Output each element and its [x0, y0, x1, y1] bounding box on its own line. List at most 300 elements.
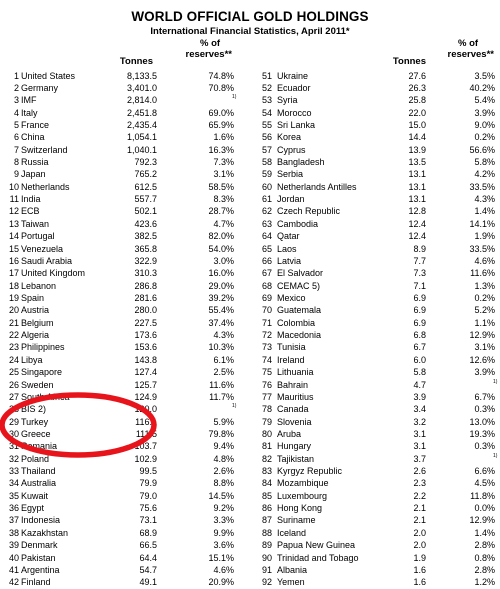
- rank-cell: 79: [261, 416, 272, 427]
- highlight-ellipse-shape: [2, 395, 154, 455]
- left-col-tonnes-header: Tonnes: [119, 56, 153, 67]
- rank-cell: 4: [13, 107, 19, 118]
- pct-reserves-cell: 16.3%: [208, 144, 234, 155]
- pct-reserves-cell: 1.4%: [474, 527, 495, 538]
- tonnes-cell: 73.1: [139, 515, 157, 526]
- pct-reserves-cell: 13.0%: [469, 416, 495, 427]
- pct-reserves-cell: 4.5%: [474, 478, 495, 489]
- pct-reserves-cell: 3.1%: [213, 169, 234, 180]
- tonnes-cell: 6.8: [413, 330, 426, 341]
- country-cell: Aruba: [277, 428, 302, 439]
- rank-cell: 73: [261, 342, 272, 353]
- country-cell: Portugal: [21, 231, 55, 242]
- rank-cell: 76: [261, 379, 272, 390]
- tonnes-cell: 3.7: [413, 453, 426, 464]
- tonnes-cell: 322.9: [134, 255, 157, 266]
- rank-cell: 75: [261, 367, 272, 378]
- tonnes-cell: 22.0: [408, 107, 426, 118]
- country-cell: Ukraine: [277, 70, 309, 81]
- tonnes-cell: 2,435.4: [126, 119, 157, 130]
- pct-reserves-cell: 2.8%: [474, 564, 495, 575]
- rank-cell: 18: [8, 280, 19, 291]
- tonnes-cell: 8,133.5: [126, 70, 157, 81]
- tonnes-cell: 1.6: [413, 577, 426, 588]
- tonnes-cell: 3,401.0: [126, 82, 157, 93]
- tonnes-cell: 286.8: [134, 280, 157, 291]
- rank-cell: 37: [8, 515, 19, 526]
- tonnes-cell: 143.8: [134, 354, 157, 365]
- rank-cell: 67: [261, 268, 272, 279]
- country-cell: Mozambique: [277, 478, 329, 489]
- pct-reserves-cell: 5.9%: [213, 416, 234, 427]
- pct-reserves-cell: 37.4%: [208, 317, 234, 328]
- rank-cell: 85: [261, 490, 272, 501]
- rank-cell: 1: [13, 70, 19, 81]
- country-cell: Qatar: [277, 231, 300, 242]
- tonnes-cell: 79.9: [139, 478, 157, 489]
- pct-reserves-cell: 20.9%: [208, 577, 234, 588]
- rank-cell: 92: [261, 577, 272, 588]
- tonnes-cell: 25.8: [408, 95, 426, 106]
- tonnes-cell: 120.0: [134, 404, 157, 415]
- rank-cell: 17: [8, 268, 19, 279]
- country-cell: Lebanon: [21, 280, 57, 291]
- rank-cell: 8: [13, 157, 19, 168]
- pct-reserves-cell: 55.4%: [208, 305, 234, 316]
- tonnes-cell: 3.4: [413, 404, 426, 415]
- rank-cell: 15: [8, 243, 19, 254]
- rank-cell: 54: [261, 107, 272, 118]
- country-cell: Thailand: [21, 466, 56, 477]
- rank-cell: 86: [261, 503, 272, 514]
- tonnes-cell: 2.6: [413, 466, 426, 477]
- rank-cell: 90: [261, 552, 272, 563]
- pct-reserves-cell: 14.5%: [208, 490, 234, 501]
- tonnes-cell: 14.4: [408, 132, 426, 143]
- tonnes-cell: 6.9: [413, 292, 426, 303]
- country-cell: Ecuador: [277, 82, 311, 93]
- country-cell: Algeria: [21, 330, 50, 341]
- pct-reserves-cell: 28.7%: [208, 206, 234, 217]
- rank-cell: 88: [261, 527, 272, 538]
- country-cell: Czech Republic: [277, 206, 341, 217]
- country-cell: Saudi Arabia: [21, 255, 73, 266]
- pct-reserves-cell: 4.2%: [474, 169, 495, 180]
- country-cell: Denmark: [21, 540, 58, 551]
- pct-reserves-cell: 12.6%: [469, 354, 495, 365]
- rank-cell: 72: [261, 330, 272, 341]
- pct-reserves-cell: 12.9%: [469, 515, 495, 526]
- pct-reserves-cell: 4.7%: [213, 218, 234, 229]
- tonnes-cell: 15.0: [408, 119, 426, 130]
- tonnes-cell: 12.4: [408, 218, 426, 229]
- country-cell: Libya: [21, 354, 43, 365]
- rank-cell: 24: [8, 354, 19, 365]
- country-cell: Guatemala: [277, 305, 322, 316]
- pct-reserves-cell: 8.3%: [213, 194, 234, 205]
- country-cell: Cyprus: [277, 144, 306, 155]
- rank-cell: 2: [13, 82, 19, 93]
- tonnes-cell: 13.1: [408, 169, 426, 180]
- rank-cell: 14: [8, 231, 19, 242]
- pct-reserves-cell: 9.9%: [213, 527, 234, 538]
- tonnes-cell: 66.5: [139, 540, 157, 551]
- tonnes-cell: 502.1: [134, 206, 157, 217]
- tonnes-cell: 1,040.1: [126, 144, 157, 155]
- tonnes-cell: 13.1: [408, 194, 426, 205]
- rank-cell: 29: [8, 416, 19, 427]
- tonnes-cell: 75.6: [139, 503, 157, 514]
- pct-reserves-cell: 11.8%: [470, 490, 495, 501]
- country-cell: Sweden: [21, 379, 54, 390]
- rank-cell: 36: [8, 503, 19, 514]
- tonnes-cell: 6.0: [413, 354, 426, 365]
- country-cell: Spain: [21, 292, 45, 303]
- country-cell: South Africa: [21, 391, 70, 402]
- pct-reserves-cell: 54.0%: [208, 243, 234, 254]
- country-cell: Hungary: [277, 441, 312, 452]
- country-cell: France: [21, 119, 50, 130]
- tonnes-cell: 54.7: [139, 564, 157, 575]
- country-cell: Sri Lanka: [277, 119, 316, 130]
- left-col-pct-header-line2: reserves**: [185, 49, 232, 60]
- tonnes-cell: 1.9: [413, 552, 426, 563]
- pct-reserves-cell: 3.5%: [474, 70, 495, 81]
- country-cell: Indonesia: [21, 515, 61, 526]
- tonnes-cell: 2.3: [413, 478, 426, 489]
- rank-cell: 84: [261, 478, 272, 489]
- pct-reserves-cell: 1.2%: [474, 577, 495, 588]
- footnote-marker: 1): [232, 403, 237, 410]
- rank-cell: 28: [8, 404, 19, 415]
- tonnes-cell: 2.0: [413, 540, 426, 551]
- rank-cell: 32: [8, 453, 19, 464]
- country-cell: El Salvador: [277, 268, 324, 279]
- country-cell: Argentina: [21, 564, 60, 575]
- rank-cell: 83: [261, 466, 272, 477]
- pct-reserves-cell: 29.0%: [208, 280, 234, 291]
- rank-cell: 53: [261, 95, 272, 106]
- rank-cell: 33: [8, 466, 19, 477]
- country-cell: China: [21, 132, 45, 143]
- tonnes-cell: 12.8: [408, 206, 426, 217]
- rank-cell: 68: [261, 280, 272, 291]
- tonnes-cell: 124.9: [134, 391, 157, 402]
- pct-reserves-cell: 10.3%: [208, 342, 234, 353]
- right-col-pct-header-line1: % of: [458, 38, 479, 49]
- country-cell: Suriname: [277, 515, 316, 526]
- country-cell: Greece: [21, 428, 51, 439]
- country-cell: Kyrgyz Republic: [277, 466, 343, 477]
- country-cell: Pakistan: [21, 552, 56, 563]
- pct-reserves-cell: 4.3%: [213, 330, 234, 341]
- rank-cell: 91: [261, 564, 272, 575]
- rank-cell: 12: [8, 206, 19, 217]
- country-cell: Austria: [21, 305, 50, 316]
- pct-reserves-cell: 5.2%: [474, 305, 495, 316]
- tonnes-cell: 13.1: [408, 181, 426, 192]
- pct-reserves-cell: 3.9%: [474, 367, 495, 378]
- pct-reserves-cell: 2.6%: [213, 466, 234, 477]
- pct-reserves-cell: 40.2%: [469, 82, 495, 93]
- tonnes-cell: 64.4: [139, 552, 157, 563]
- tonnes-cell: 2.1: [413, 503, 426, 514]
- pct-reserves-cell: 9.2%: [213, 503, 234, 514]
- pct-reserves-cell: 2.5%: [213, 367, 234, 378]
- rank-cell: 27: [8, 391, 19, 402]
- country-cell: CEMAC 5): [277, 280, 321, 291]
- pct-reserves-cell: 8.8%: [213, 478, 234, 489]
- pct-reserves-cell: 0.3%: [474, 441, 495, 452]
- pct-reserves-cell: 33.5%: [469, 243, 495, 254]
- country-cell: Netherlands Antilles: [277, 181, 357, 192]
- pct-reserves-cell: 39.2%: [208, 292, 234, 303]
- pct-reserves-cell: 4.6%: [213, 564, 234, 575]
- rank-cell: 78: [261, 404, 272, 415]
- country-cell: Cambodia: [277, 218, 319, 229]
- country-cell: Papua New Guinea: [277, 540, 356, 551]
- tonnes-cell: 4.7: [413, 379, 426, 390]
- tonnes-cell: 423.6: [134, 218, 157, 229]
- tonnes-cell: 1.6: [413, 564, 426, 575]
- pct-reserves-cell: 1.3%: [474, 280, 495, 291]
- rank-cell: 89: [261, 540, 272, 551]
- rank-cell: 60: [261, 181, 272, 192]
- pct-reserves-cell: 0.0%: [474, 503, 495, 514]
- pct-reserves-cell: 4.6%: [474, 255, 495, 266]
- country-cell: Kuwait: [21, 490, 49, 501]
- tonnes-cell: 12.4: [408, 231, 426, 242]
- tonnes-cell: 280.0: [134, 305, 157, 316]
- country-cell: Mexico: [277, 292, 306, 303]
- pct-reserves-cell: 58.5%: [208, 181, 234, 192]
- pct-reserves-cell: 2.8%: [474, 540, 495, 551]
- rank-cell: 9: [13, 169, 19, 180]
- country-cell: Hong Kong: [277, 503, 323, 514]
- rank-cell: 71: [261, 317, 272, 328]
- rank-cell: 20: [8, 305, 19, 316]
- right-col-tonnes-header: Tonnes: [392, 56, 426, 67]
- country-cell: Poland: [21, 453, 50, 464]
- pct-reserves-cell: 15.1%: [208, 552, 234, 563]
- tonnes-cell: 125.7: [134, 379, 157, 390]
- rank-cell: 65: [261, 243, 272, 254]
- tonnes-cell: 68.9: [139, 527, 157, 538]
- rank-cell: 87: [261, 515, 272, 526]
- country-cell: Kazakhstan: [21, 527, 69, 538]
- rank-cell: 56: [261, 132, 272, 143]
- country-cell: Finland: [21, 577, 51, 588]
- rank-cell: 59: [261, 169, 272, 180]
- tonnes-cell: 8.9: [413, 243, 426, 254]
- country-cell: Australia: [21, 478, 57, 489]
- country-cell: Iceland: [277, 527, 307, 538]
- pct-reserves-cell: 6.1%: [213, 354, 234, 365]
- pct-reserves-cell: 16.0%: [208, 268, 234, 279]
- tonnes-cell: 1,054.1: [126, 132, 157, 143]
- pct-reserves-cell: 3.1%: [474, 342, 495, 353]
- rank-cell: 74: [261, 354, 272, 365]
- country-cell: Egypt: [21, 503, 45, 514]
- country-cell: Taiwan: [21, 218, 50, 229]
- rank-cell: 19: [8, 292, 19, 303]
- country-cell: Tajikistan: [277, 453, 315, 464]
- pct-reserves-cell: 1.4%: [474, 206, 495, 217]
- tonnes-cell: 102.9: [134, 453, 157, 464]
- tonnes-cell: 79.0: [139, 490, 157, 501]
- rank-cell: 58: [261, 157, 272, 168]
- rank-cell: 42: [8, 577, 19, 588]
- rank-cell: 5: [13, 119, 19, 130]
- tonnes-cell: 365.8: [134, 243, 157, 254]
- country-cell: Albania: [277, 564, 308, 575]
- country-cell: Jordan: [277, 194, 305, 205]
- pct-reserves-cell: 0.3%: [474, 404, 495, 415]
- country-cell: Venezuela: [21, 243, 64, 254]
- rank-cell: 55: [261, 119, 272, 130]
- pct-reserves-cell: 14.1%: [469, 218, 495, 229]
- tonnes-cell: 310.3: [134, 268, 157, 279]
- rank-cell: 57: [261, 144, 272, 155]
- tonnes-cell: 6.7: [413, 342, 426, 353]
- country-cell: Netherlands: [21, 181, 70, 192]
- tonnes-cell: 3.1: [413, 441, 426, 452]
- rank-cell: 51: [261, 70, 272, 81]
- pct-reserves-cell: 4.3%: [474, 194, 495, 205]
- rank-cell: 26: [8, 379, 19, 390]
- rank-cell: 34: [8, 478, 19, 489]
- country-cell: Romania: [21, 441, 58, 452]
- tonnes-cell: 13.5: [408, 157, 426, 168]
- tonnes-cell: 173.6: [134, 330, 157, 341]
- tonnes-cell: 612.5: [134, 181, 157, 192]
- tonnes-cell: 2,814.0: [126, 95, 157, 106]
- pct-reserves-cell: 3.3%: [213, 515, 234, 526]
- tonnes-cell: 153.6: [134, 342, 157, 353]
- tonnes-cell: 26.3: [408, 82, 426, 93]
- pct-reserves-cell: 74.8%: [208, 70, 234, 81]
- rank-cell: 30: [8, 428, 19, 439]
- pct-reserves-cell: 65.9%: [208, 119, 234, 130]
- country-cell: Serbia: [277, 169, 304, 180]
- rank-cell: 38: [8, 527, 19, 538]
- country-cell: Italy: [21, 107, 38, 118]
- rank-cell: 23: [8, 342, 19, 353]
- tonnes-cell: 3.9: [413, 391, 426, 402]
- footnote-marker: 1): [232, 94, 237, 101]
- rank-cell: 31: [8, 441, 19, 452]
- rank-cell: 70: [261, 305, 272, 316]
- rank-cell: 39: [8, 540, 19, 551]
- right-col-pct-header-line2: reserves**: [447, 49, 494, 60]
- country-cell: IMF: [21, 95, 37, 106]
- tonnes-cell: 792.3: [134, 157, 157, 168]
- tonnes-cell: 2.0: [413, 527, 426, 538]
- rank-cell: 11: [9, 194, 19, 205]
- rank-cell: 7: [13, 144, 19, 155]
- country-cell: Luxembourg: [277, 490, 328, 501]
- country-cell: Philippines: [21, 342, 65, 353]
- tonnes-cell: 127.4: [134, 367, 157, 378]
- rank-cell: 64: [261, 231, 272, 242]
- tonnes-cell: 281.6: [134, 292, 157, 303]
- pct-reserves-cell: 3.6%: [213, 540, 234, 551]
- country-cell: Korea: [277, 132, 302, 143]
- pct-reserves-cell: 9.4%: [213, 441, 234, 452]
- country-cell: Trinidad and Tobago: [277, 552, 359, 563]
- rank-cell: 16: [8, 255, 19, 266]
- country-cell: Slovenia: [277, 416, 312, 427]
- rank-cell: 6: [13, 132, 19, 143]
- pct-reserves-cell: 56.6%: [469, 144, 495, 155]
- pct-reserves-cell: 4.8%: [213, 453, 234, 464]
- tonnes-cell: 27.6: [408, 70, 426, 81]
- tonnes-cell: 6.9: [413, 305, 426, 316]
- pct-reserves-cell: 33.5%: [469, 181, 495, 192]
- country-cell: Macedonia: [277, 330, 322, 341]
- pct-reserves-cell: 1.9%: [474, 231, 495, 242]
- tonnes-cell: 2,451.8: [126, 107, 157, 118]
- country-cell: Russia: [21, 157, 49, 168]
- rank-cell: 52: [261, 82, 272, 93]
- tonnes-cell: 3.2: [413, 416, 426, 427]
- country-cell: Belgium: [21, 317, 54, 328]
- country-cell: Colombia: [277, 317, 316, 328]
- rank-cell: 25: [8, 367, 19, 378]
- tonnes-cell: 111.5: [135, 428, 157, 439]
- tonnes-cell: 2.1: [413, 515, 426, 526]
- country-cell: Switzerland: [21, 144, 68, 155]
- page-title: WORLD OFFICIAL GOLD HOLDINGS: [131, 9, 369, 24]
- rank-cell: 62: [261, 206, 272, 217]
- country-cell: Canada: [277, 404, 309, 415]
- tonnes-cell: 99.5: [139, 466, 157, 477]
- tonnes-cell: 7.1: [413, 280, 426, 291]
- tonnes-cell: 3.1: [413, 428, 426, 439]
- country-cell: Lithuania: [277, 367, 314, 378]
- country-cell: India: [21, 194, 41, 205]
- tonnes-cell: 49.1: [139, 577, 157, 588]
- country-cell: United Kingdom: [21, 268, 86, 279]
- country-cell: Ireland: [277, 354, 305, 365]
- country-cell: Morocco: [277, 107, 312, 118]
- country-cell: Laos: [277, 243, 297, 254]
- pct-reserves-cell: 1.6%: [213, 132, 234, 143]
- pct-reserves-cell: 6.7%: [474, 391, 495, 402]
- rank-cell: 81: [261, 441, 272, 452]
- footnote-marker: 1): [493, 378, 498, 385]
- rank-cell: 80: [261, 428, 272, 439]
- rank-cell: 35: [8, 490, 19, 501]
- pct-reserves-cell: 5.4%: [474, 95, 495, 106]
- rank-cell: 82: [261, 453, 272, 464]
- pct-reserves-cell: 11.6%: [209, 379, 234, 390]
- pct-reserves-cell: 79.8%: [208, 428, 234, 439]
- pct-reserves-cell: 3.9%: [474, 107, 495, 118]
- rank-cell: 77: [261, 391, 272, 402]
- tonnes-cell: 765.2: [134, 169, 157, 180]
- tonnes-cell: 382.5: [134, 231, 157, 242]
- pct-reserves-cell: 9.0%: [474, 119, 495, 130]
- rank-cell: 3: [13, 95, 19, 106]
- country-cell: Japan: [21, 169, 46, 180]
- tonnes-cell: 557.7: [134, 194, 157, 205]
- country-cell: Bangladesh: [277, 157, 325, 168]
- country-cell: Bahrain: [277, 379, 309, 390]
- pct-reserves-cell: 19.3%: [469, 428, 495, 439]
- pct-reserves-cell: 5.8%: [474, 157, 495, 168]
- pct-reserves-cell: 0.8%: [474, 552, 495, 563]
